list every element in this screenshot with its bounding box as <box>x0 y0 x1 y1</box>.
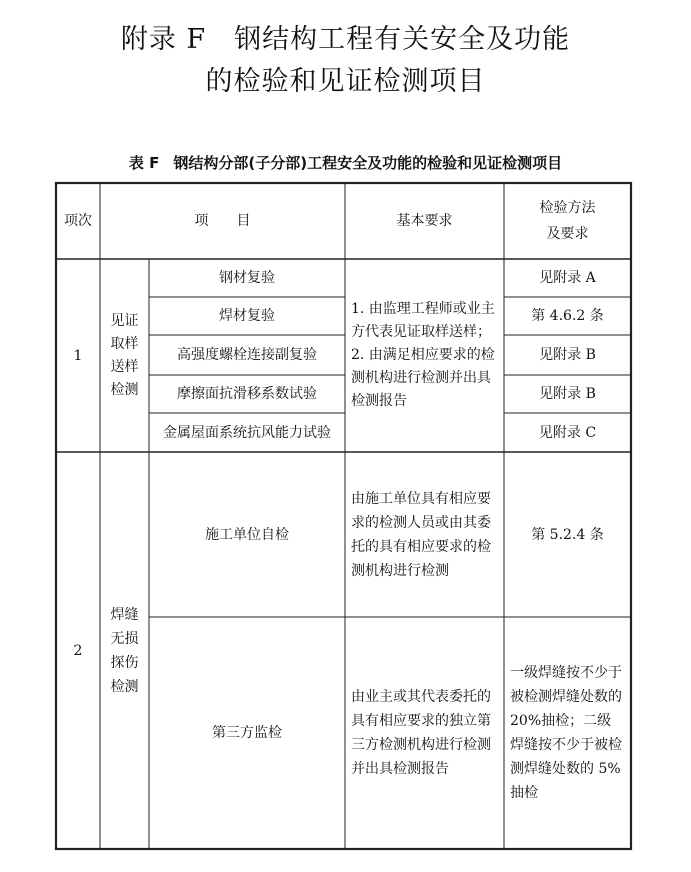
group2-method-2: 一级焊缝按不少于被检测焊缝处数的20%抽检；二级焊缝按不少于被检测焊缝处数的 5%抽检 <box>510 665 622 801</box>
appendix-title-line2: 的检验和见证检测项目 <box>205 66 486 97</box>
group2-requirement-1: 由施工单位具有相应要求的检测人员或由其委托的具有相应要求的检测机构进行检测 <box>351 490 491 579</box>
group2-item-1: 施工单位自检 <box>205 526 289 543</box>
group1-category: 见证 取样 送样 检测 <box>110 312 139 398</box>
group1-item-4: 摩擦面抗滑移系数试验 <box>177 386 317 402</box>
header-seq: 项次 <box>64 213 92 229</box>
group1-method-1: 见附录 A <box>539 270 596 286</box>
group1-item-2: 焊材复验 <box>219 308 275 324</box>
group1-item-1: 钢材复验 <box>219 270 275 286</box>
group1-item-5: 金属屋面系统抗风能力试验 <box>163 424 331 441</box>
group1-method-5: 见附录 C <box>538 424 597 441</box>
header-requirement: 基本要求 <box>396 213 453 229</box>
group1-seq: 1 <box>73 347 83 364</box>
group2-item-2: 第三方监检 <box>212 725 282 741</box>
group1-method-3: 见附录 B <box>539 347 596 363</box>
group1-requirement: 1. 由监理工程师或业主方代表见证取样送样； 2. 由满足相应要求的检测机构进行检测并出具检测报告 <box>351 301 495 409</box>
group1-item-3: 高强度螺栓连接副复验 <box>177 347 317 363</box>
table-caption-label: 表 F <box>128 154 160 172</box>
group2-requirement-2: 由业主或其代表委托的具有相应要求的独立第三方检测机构进行检测并出具检测报告 <box>351 689 491 777</box>
appendix-title-line1: 附录 F 钢结构工程有关安全及功能 <box>120 24 571 55</box>
header-method: 检验方法 及要求 <box>539 200 596 242</box>
table-caption-text: 钢结构分部(子分部)工程安全及功能的检验和见证检测项目 <box>173 154 563 172</box>
group1-method-4: 见附录 B <box>539 386 596 402</box>
header-item: 项 目 <box>194 213 251 229</box>
group1-method-2: 第 4.6.2 条 <box>531 308 604 324</box>
group2-seq: 2 <box>73 642 83 659</box>
group2-category: 焊缝 无损 探伤 检测 <box>110 606 139 695</box>
group2-method-1: 第 5.2.4 条 <box>531 526 604 543</box>
